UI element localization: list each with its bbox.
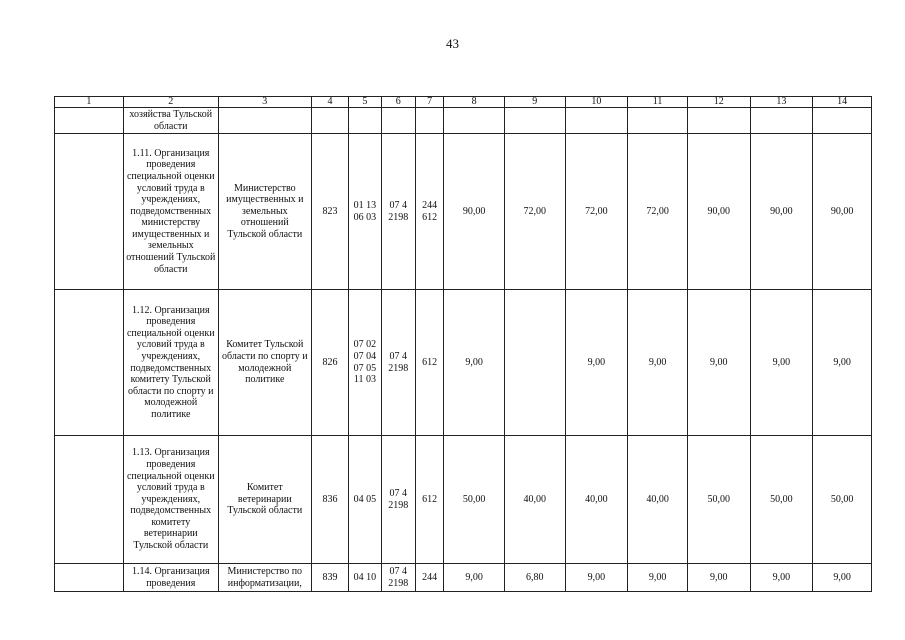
executor-cell: Комитет ветеринарии Тульской области [218,436,311,564]
amount-cell: 9,00 [687,290,750,436]
page-number: 43 [446,36,459,51]
amount-cell [504,290,565,436]
section-code-cell: 07 02 07 04 07 05 11 03 [349,290,381,436]
amount-cell: 72,00 [504,134,565,290]
column-header: 9 [504,97,565,108]
column-header: 7 [415,97,443,108]
amount-cell: 9,00 [565,564,628,592]
amount-cell: 50,00 [750,436,813,564]
amount-cell [750,108,813,134]
amount-cell: 72,00 [565,134,628,290]
amount-cell [444,108,505,134]
table-row [55,108,872,134]
measure-description-cell: хозяйства Тульской области [123,108,218,134]
section-code-cell: 01 13 06 03 [349,134,381,290]
amount-cell: 90,00 [750,134,813,290]
executor-cell [218,108,311,134]
executor-cell: Министерство по информатизации, [218,564,311,592]
amount-cell: 50,00 [813,436,872,564]
target-article-cell: 07 4 2198 [381,436,415,564]
amount-cell: 50,00 [444,436,505,564]
amount-cell: 9,00 [687,564,750,592]
amount-cell [687,108,750,134]
amount-cell: 9,00 [750,290,813,436]
column-header: 13 [750,97,813,108]
table-row [55,564,872,592]
amount-cell: 9,00 [628,290,688,436]
column-header: 3 [218,97,311,108]
amount-cell: 90,00 [813,134,872,290]
measure-description-cell: 1.14. Организация проведения [123,564,218,592]
ministry-code-cell: 826 [311,290,348,436]
expense-type-cell: 612 [415,436,443,564]
column-header: 14 [813,97,872,108]
amount-cell: 40,00 [565,436,628,564]
column-header: 2 [123,97,218,108]
amount-cell: 9,00 [444,564,505,592]
executor-cell: Министерство имущественных и земельных отношений Тульской области [218,134,311,290]
column-header: 5 [349,97,381,108]
amount-cell [813,108,872,134]
amount-cell: 9,00 [565,290,628,436]
target-article-cell: 07 4 2198 [381,564,415,592]
column-header-row [55,97,872,108]
column-header: 12 [687,97,750,108]
amount-cell: 6,80 [504,564,565,592]
column-header: 1 [55,97,124,108]
ministry-code-cell [311,108,348,134]
column-header: 4 [311,97,348,108]
amount-cell: 9,00 [628,564,688,592]
amount-cell [628,108,688,134]
measure-description-cell: 1.11. Организация проведения специальной оценки условий труда в учреждениях, подведомственных министерству имущественных и земельных отношений Тульской области [123,134,218,290]
measure-description-cell: 1.13. Организация проведения специальной оценки условий труда в учреждениях, подведомственных комитету ветеринарии Тульской области [123,436,218,564]
ministry-code-cell: 839 [311,564,348,592]
ministry-code-cell: 823 [311,134,348,290]
amount-cell: 9,00 [813,290,872,436]
amount-cell: 50,00 [687,436,750,564]
budget-table [54,96,872,592]
amount-cell [504,108,565,134]
executor-cell: Комитет Тульской области по спорту и молодежной политике [218,290,311,436]
column-header: 8 [444,97,505,108]
column-header: 6 [381,97,415,108]
amount-cell [565,108,628,134]
section-code-cell: 04 10 [349,564,381,592]
row-number-cell [55,134,124,290]
amount-cell: 9,00 [813,564,872,592]
ministry-code-cell: 836 [311,436,348,564]
expense-type-cell [415,108,443,134]
amount-cell: 72,00 [628,134,688,290]
section-code-cell: 04 05 [349,436,381,564]
row-number-cell [55,290,124,436]
amount-cell: 9,00 [750,564,813,592]
row-number-cell [55,564,124,592]
target-article-cell [381,108,415,134]
amount-cell: 9,00 [444,290,505,436]
amount-cell: 40,00 [628,436,688,564]
amount-cell: 90,00 [444,134,505,290]
amount-cell: 90,00 [687,134,750,290]
row-number-cell [55,436,124,564]
column-header: 11 [628,97,688,108]
amount-cell: 40,00 [504,436,565,564]
expense-type-cell: 612 [415,290,443,436]
table-row [55,436,872,564]
expense-type-cell: 244 612 [415,134,443,290]
column-header: 10 [565,97,628,108]
expense-type-cell: 244 [415,564,443,592]
table-row [55,290,872,436]
measure-description-cell: 1.12. Организация проведения специальной оценки условий труда в учреждениях, подведомственных комитету Тульской области по спорту и молодежной политике [123,290,218,436]
table-row [55,134,872,290]
row-number-cell [55,108,124,134]
target-article-cell: 07 4 2198 [381,290,415,436]
target-article-cell: 07 4 2198 [381,134,415,290]
section-code-cell [349,108,381,134]
